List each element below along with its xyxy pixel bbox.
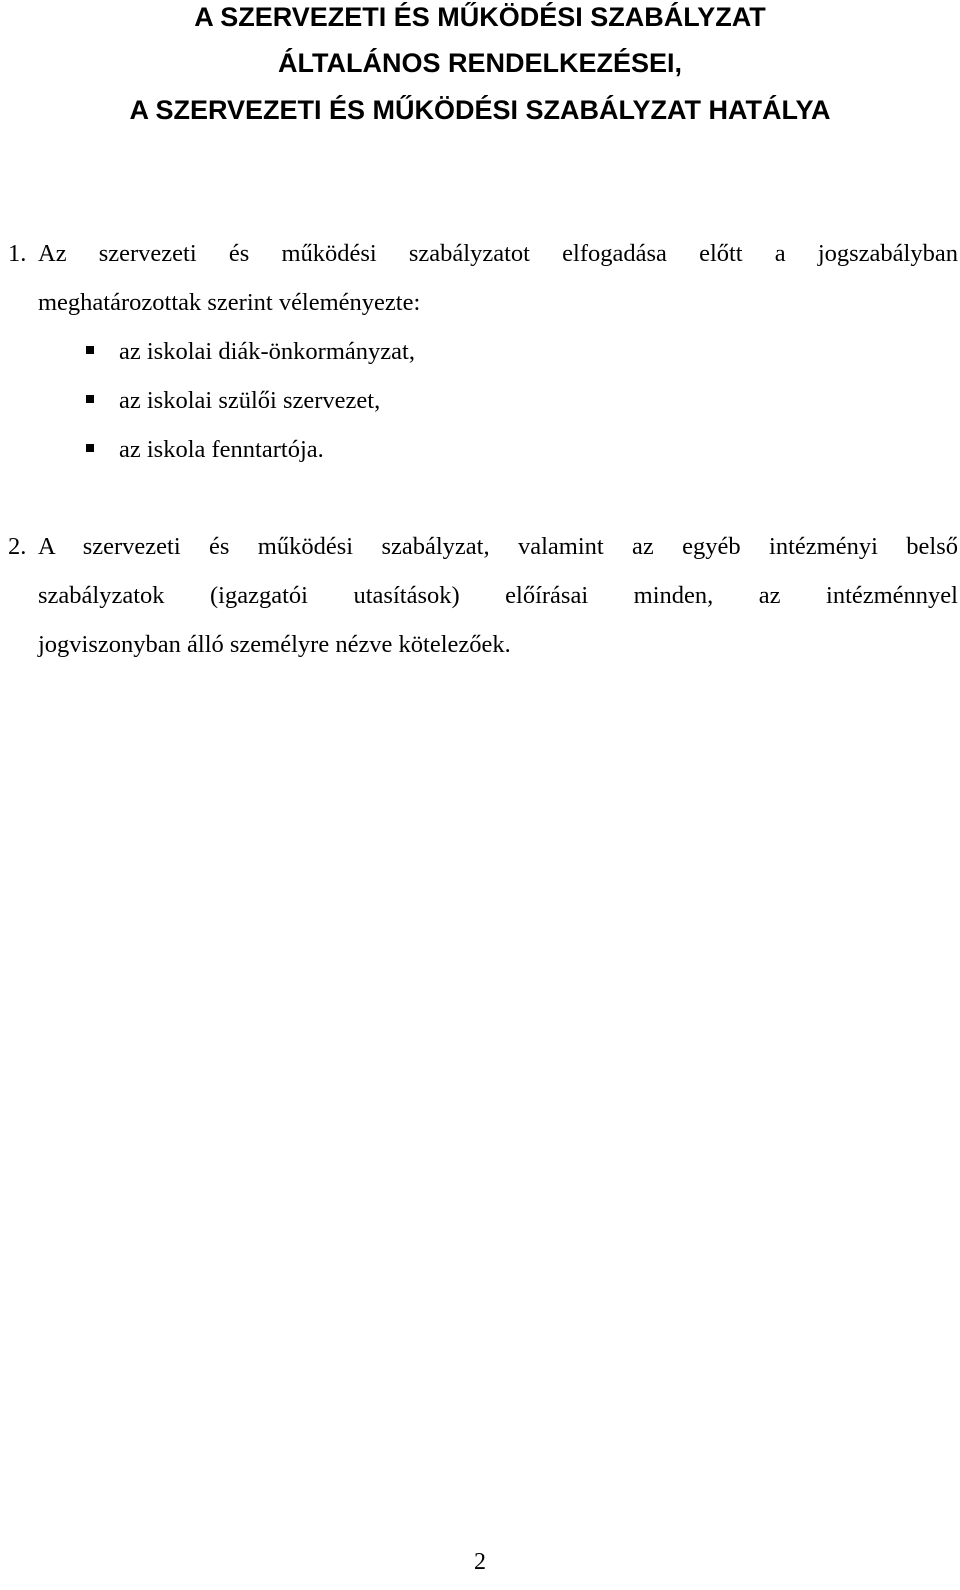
- section-1-line-1: Az szervezeti és működési szabályzatot elfogadása előtt a jogszabályban: [38, 240, 958, 267]
- page-number: 2: [474, 1549, 486, 1575]
- bullet-text: az iskolai szülői szervezet,: [119, 387, 381, 414]
- section-2-line-2: szabályzatok (igazgatói utasítások) előírásai minden, az intézménnyel: [38, 582, 958, 609]
- title-line-2: ÁLTALÁNOS RENDELKEZÉSEI,: [277, 48, 682, 78]
- section-1-line-2: meghatározottak szerint véleményezte:: [38, 289, 421, 316]
- square-bullet-icon: [86, 444, 94, 452]
- section-2-line-3: jogviszonyban álló személyre nézve kötelezőek.: [38, 631, 511, 658]
- section-2-line-1: A szervezeti és működési szabályzat, valamint az egyéb intézményi belső: [38, 533, 958, 560]
- bullet-text: az iskolai diák-önkormányzat,: [119, 338, 415, 365]
- section-2-number: 2.: [8, 533, 27, 560]
- title-line-3: A SZERVEZETI ÉS MŰKÖDÉSI SZABÁLYZAT HATÁLYA: [129, 95, 831, 125]
- square-bullet-icon: [86, 346, 94, 354]
- section-1-number: 1.: [8, 240, 27, 267]
- title-line-1: A SZERVEZETI ÉS MŰKÖDÉSI SZABÁLYZAT: [194, 2, 766, 32]
- square-bullet-icon: [86, 395, 94, 403]
- bullet-text: az iskola fenntartója.: [119, 436, 324, 463]
